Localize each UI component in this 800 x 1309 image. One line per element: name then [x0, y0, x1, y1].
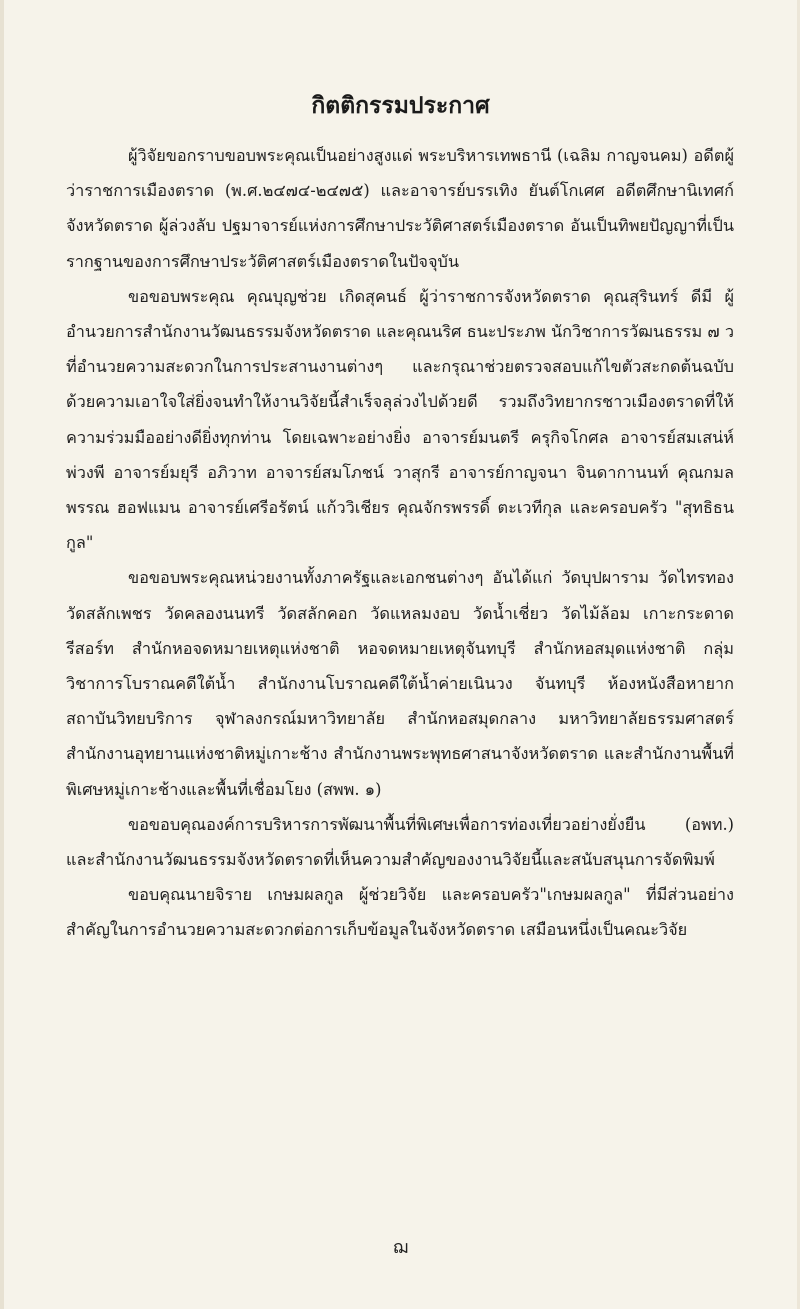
page-title: กิตติกรรมประกาศ [311, 93, 490, 119]
paragraph-3: ขอขอบพระคุณหน่วยงานทั้งภาครัฐและเอกชนต่างๆ อันได้แก่ วัดบุปผาราม วัดไทรทอง วัดสลักเพชร วัดคลองนนทรี วัดสลักคอก วัดแหลมงอบ วัดน้ำเชี่ยว วัดไม้ล้อม เกาะกระดาดรีสอร์ท สำนักหอจดหมายเหตุแห่งชาติ หอจดหมายเหตุจันทบุรี สำนักหอสมุดแห่งชาติ กลุ่มวิชาการโบราณคดีใต้น้ำ สำนักงานโบราณคดีใต้น้ำค่ายเนินวง จันทบุรี ห้องหนังสือหายาก สถาบันวิทยบริการ จุฬาลงกรณ์มหาวิทยาลัย สำนักหอสมุดกลาง มหาวิทยาลัยธรรมศาสตร์ สำนักงานอุทยานแห่งชาติหมู่เกาะช้าง สำนักงานพระพุทธศาสนาจังหวัดตราด และสำนักงานพื้นที่พิเศษหมู่เกาะช้างและพื้นที่เชื่อมโยง (สพพ. ๑) [66, 568, 734, 799]
paragraph-1: ผู้วิจัยขอกราบขอบพระคุณเป็นอย่างสูงแด่ พระบริหารเทพธานี (เฉลิม กาญจนคม) อดีตผู้ว่าราชการเมืองตราด (พ.ศ.๒๔๗๔-๒๔๗๕) และอาจารย์บรรเทิง ยันต์โกเศศ อดีตศึกษานิเทศก์จังหวัดตราด ผู้ล่วงลับ ปฐมาจารย์แห่งการศึกษาประวัติศาสตร์เมืองตราด อันเป็นทิพยปัญญาที่เป็นรากฐานของการศึกษาประวัติศาสตร์เมืองตราดในปัจจุบัน [66, 146, 734, 271]
acknowledgement-body [66, 138, 734, 948]
paragraph-5: ขอบคุณนายจิราย เกษมผลกูล ผู้ช่วยวิจัย และครอบครัว"เกษมผลกูล" ที่มีส่วนอย่างสำคัญในการอำนวยความสะดวกต่อการเก็บข้อมูลในจังหวัดตราด เสมือนหนึ่งเป็นคณะวิจัย [66, 885, 734, 940]
paragraph-4: ขอขอบคุณองค์การบริหารการพัฒนาพื้นที่พิเศษเพื่อการท่องเที่ยวอย่างยั่งยืน (อพท.) และสำนักงานวัฒนธรรมจังหวัดตราดที่เห็นความสำคัญของงานวิจัยนี้และสนับสนุนการจัดพิมพ์ [66, 814, 734, 870]
paragraph-2: ขอขอบพระคุณ คุณบุญช่วย เกิดสุคนธ์ ผู้ว่าราชการจังหวัดตราด คุณสุรินทร์ ดีมี ผู้อำนวยการสำนักงานวัฒนธรรมจังหวัดตราด และคุณนริศ ธนะประภพ นักวิชาการวัฒนธรรม ๗ ว ที่อำนวยความสะดวกในการประสานงานต่างๆ และกรุณาช่วยตรวจสอบแก้ไขตัวสะกดต้นฉบับด้วยความเอาใจใส่ยิ่งจนทำให้งานวิจัยนี้สำเร็จลุล่วงไปด้วยดี รวมถึงวิทยากรชาวเมืองตราดที่ให้ความร่วมมืออย่างดียิ่งทุกท่าน โดยเฉพาะอย่างยิ่ง อาจารย์มนตรี ครุกิจโกศล อาจารย์สมเสน่ห์ พ่วงพี อาจารย์มยุรี อภิวาท อาจารย์สมโภชน์ วาสุกรี อาจารย์กาญจนา จินดากานนท์ คุณกมลพรรณ ฮอฟแมน อาจารย์เศรีอรัตน์ แก้ววิเชียร คุณจักรพรรดิ์ ตะเวทีกุล และครอบครัว "สุทธิธนกูล" [66, 286, 734, 553]
page-number: ฌ [392, 1237, 409, 1258]
